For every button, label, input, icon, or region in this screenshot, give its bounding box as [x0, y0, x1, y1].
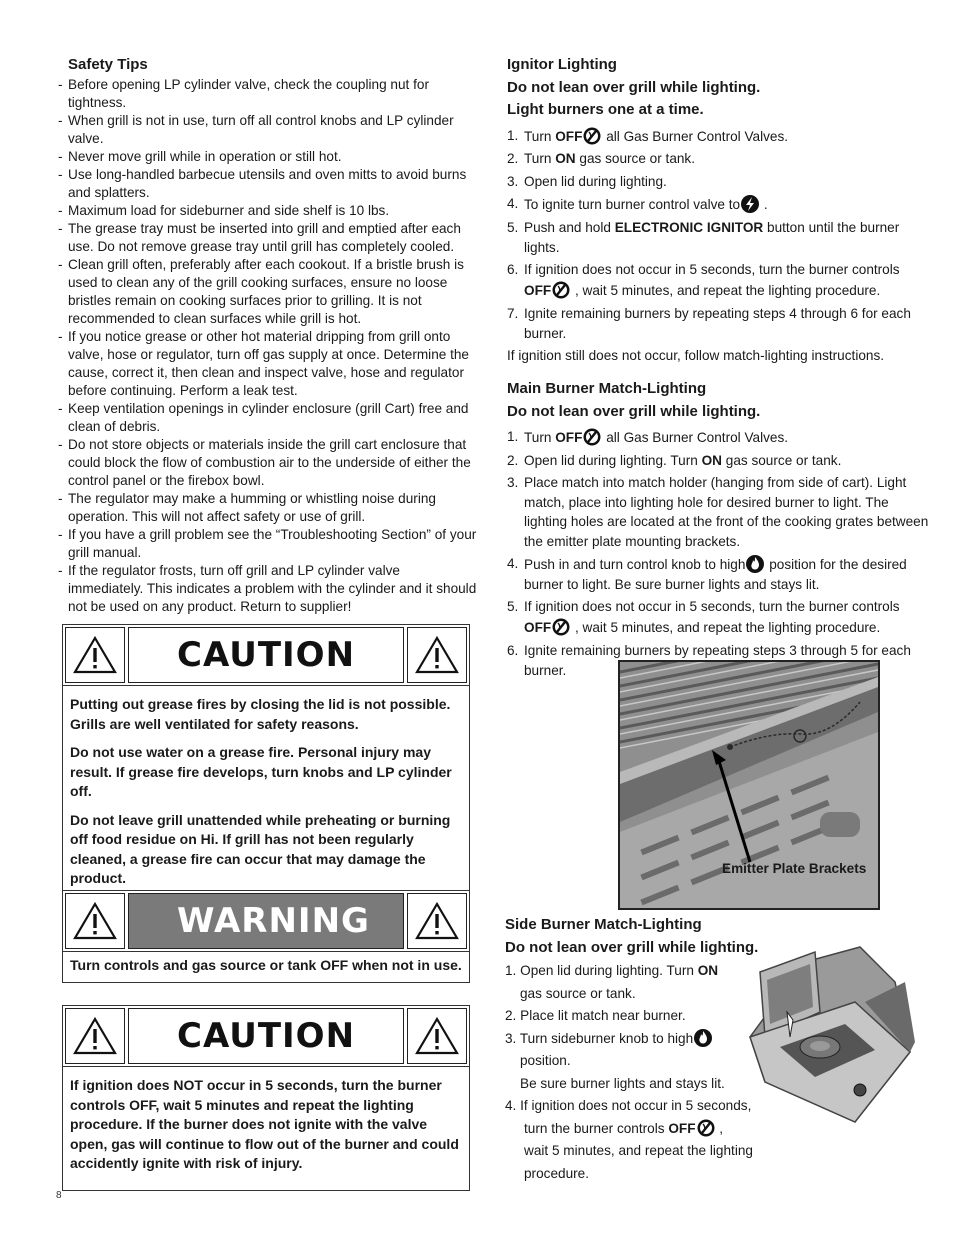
list-item: - If you have a grill problem see the “Troubleshooting Section” of your grill manual.	[58, 526, 478, 562]
caution-paragraph: Putting out grease fires by closing the lid is not possible. Grills are well ventilated for safety reasons.	[70, 696, 451, 732]
side-burner-illustration	[745, 942, 915, 1132]
warning-box	[62, 890, 470, 983]
list-item: 2. Turn ON gas source or tank.	[507, 151, 696, 166]
list-item: 7. Ignite remaining burners by repeating steps 4 through 6 for each burner.	[507, 305, 911, 341]
caution-text	[63, 1067, 469, 1190]
ignitor-note: If ignition still does not occur, follow match-lighting instructions.	[507, 348, 885, 363]
warning-text	[63, 952, 469, 982]
caution-paragraph: Do not leave grill unattended while preheating or burning off food residue on Hi. If grill has not been regularly cleaned, a grease fire can occur that may damage the product.	[70, 811, 451, 886]
list-item: 1. Open lid during lighting. Turn ON	[505, 963, 719, 978]
page-number: 8	[56, 1190, 62, 1201]
warning-triangle-icon	[65, 627, 125, 683]
list-item: 3. Place match into match holder (hanging from side of cart). Light match, place into lighting hole for desired burner to light. The lighting holes are located at the front of the cooking grates between the emitter plate mounting brackets.	[507, 475, 929, 549]
section-title: Ignitor Lighting	[507, 56, 617, 73]
section-title: Main Burner Match-Lighting	[507, 380, 707, 397]
list-item: 6. Ignite remaining burners by repeating steps 3 through 5 for each burner.	[507, 642, 911, 678]
safety-tips-section	[58, 52, 478, 616]
list-item: 3. Open lid during lighting.	[507, 173, 667, 189]
ignitor-lighting-section	[507, 54, 929, 683]
warning-banner	[63, 891, 469, 952]
section-title: Side Burner Match-Lighting	[505, 916, 702, 933]
high-flame-icon	[693, 1028, 713, 1048]
list-item: 4. Push in and turn control knob to high position for the desired burner to light. Be sure burner lights and stays lit.	[507, 555, 907, 592]
list-item: - Clean grill often, preferably after each cookout. If a bristle brush is used to clean any of the grill cooking surfaces, ensure no loose bristles remain on cooking surfaces prior to grilling. It is not recommended to clean surfaces while grill is hot.	[58, 256, 478, 328]
list-item: 2. Place lit match near burner.	[505, 1008, 686, 1023]
ignitor-steps	[507, 126, 929, 344]
main-burner-match-section	[507, 378, 929, 681]
warning-triangle-icon	[407, 893, 467, 949]
list-item: - The grease tray must be inserted into grill and emptied after each use. Do not remove grease tray until grill has completely cooled.	[58, 220, 478, 256]
section-subtitle: Light burners one at a time.	[507, 101, 704, 118]
warning-triangle-icon	[407, 627, 467, 683]
off-knob-icon	[582, 427, 602, 447]
list-item: - When grill is not in use, turn off all control knobs and LP cylinder valve.	[58, 112, 478, 148]
list-item: - Use long-handled barbecue utensils and oven mitts to avoid burns and splatters.	[58, 166, 478, 202]
caution-box-ignition	[62, 1005, 470, 1191]
warning-triangle-icon	[65, 1008, 125, 1064]
list-item-cont: position.	[520, 1053, 571, 1068]
section-subtitle: Do not lean over grill while lighting.	[507, 78, 761, 96]
list-item-cont: wait 5 minutes, and repeat the lighting	[524, 1143, 753, 1158]
caution-paragraph: Do not use water on a grease fire. Personal injury may result. If grease fire develops, turn knobs and LP cylinder off.	[70, 744, 452, 799]
list-item: - If the regulator frosts, turn off grill and LP cylinder valve immediately. This indicates a problem with the cylinder and it should not be used on any product. Return to supplier!	[58, 562, 478, 616]
list-item: - Maximum load for sideburner and side shelf is 10 lbs.	[58, 202, 478, 220]
warning-paragraph: Turn controls and gas source or tank OFF when not in use.	[70, 957, 462, 973]
image-caption: Emitter Plate Brackets	[722, 861, 867, 876]
list-item: - Before opening LP cylinder valve, check the coupling nut for tightness.	[58, 76, 478, 112]
list-item: 5. If ignition does not occur in 5 seconds, turn the burner controls OFF , wait 5 minutes, and repeat the lighting procedure.	[507, 599, 900, 635]
safety-tips-title: Safety Tips	[68, 56, 148, 73]
ignite-spark-icon	[740, 194, 760, 214]
list-item: 6. If ignition does not occur in 5 seconds, turn the burner controls OFF , wait 5 minutes, and repeat the lighting procedure.	[507, 262, 900, 298]
list-item: - If you notice grease or other hot material dripping from grill onto valve, hose or regulator, turn off gas supply at once. Determine the cause, correct it, then clean and inspect valve, hose and regulator before continuing. Perform a leak test.	[58, 328, 478, 400]
list-item: - Do not store objects or materials inside the grill cart enclosure that could block the flow of combustion air to the underside of either the control panel or the firebox bowl.	[58, 436, 478, 490]
list-item: 3. Turn sideburner knob to high	[505, 1028, 775, 1051]
signal-word: CAUTION	[128, 1008, 404, 1064]
off-knob-icon	[696, 1118, 716, 1138]
warning-triangle-icon	[65, 893, 125, 949]
section-subtitle: Do not lean over grill while lighting.	[505, 938, 759, 956]
list-item: - Never move grill while in operation or still hot.	[58, 148, 478, 166]
list-item: 4. To ignite turn burner control valve to .	[507, 196, 768, 212]
list-item: - Keep ventilation openings in cylinder enclosure (grill Cart) free and clean of debris.	[58, 400, 478, 436]
caution-paragraph: If ignition does NOT occur in 5 seconds, turn the burner controls OFF, wait 5 minutes and repeat the lighting procedure. If the burner does not ignite with the valve open, gas will continue to flow out of the burner and could accidently ignite with risk of injury.	[70, 1077, 459, 1171]
high-flame-icon	[745, 554, 765, 574]
safety-tips-list	[58, 76, 478, 616]
list-item: 1. Turn OFF all Gas Burner Control Valves.	[507, 429, 789, 445]
section-subtitle: Do not lean over grill while lighting.	[507, 402, 761, 420]
list-item-cont: Be sure burner lights and stays lit.	[520, 1075, 725, 1091]
list-item-cont: turn the burner controls OFF ,	[505, 1118, 775, 1141]
list-item: 1. Turn OFF all Gas Burner Control Valves.	[507, 127, 789, 144]
side-match-steps	[505, 960, 775, 1185]
list-item: 5. Push and hold ELECTRONIC IGNITOR button until the burner lights.	[507, 219, 900, 255]
signal-word: CAUTION	[128, 627, 404, 683]
side-burner-image	[745, 942, 915, 1132]
off-knob-icon	[582, 126, 602, 146]
signal-word: WARNING	[128, 893, 404, 949]
main-match-steps	[507, 427, 929, 681]
off-knob-icon	[551, 280, 571, 300]
list-item-cont: gas source or tank.	[520, 985, 636, 1001]
side-burner-match-section	[505, 914, 775, 1185]
list-item: 2. Open lid during lighting. Turn ON gas source or tank.	[507, 452, 842, 468]
caution-text	[63, 686, 469, 895]
caution-box-grease-fire	[62, 624, 470, 896]
list-item: - The regulator may make a humming or whistling noise during operation. This will not affect safety or use of grill.	[58, 490, 478, 526]
off-knob-icon	[551, 617, 571, 637]
caution-banner	[63, 625, 469, 686]
caution-banner	[63, 1006, 469, 1067]
warning-triangle-icon	[407, 1008, 467, 1064]
list-item-cont: procedure.	[524, 1165, 589, 1181]
list-item: 4. If ignition does not occur in 5 seconds,	[505, 1098, 752, 1113]
